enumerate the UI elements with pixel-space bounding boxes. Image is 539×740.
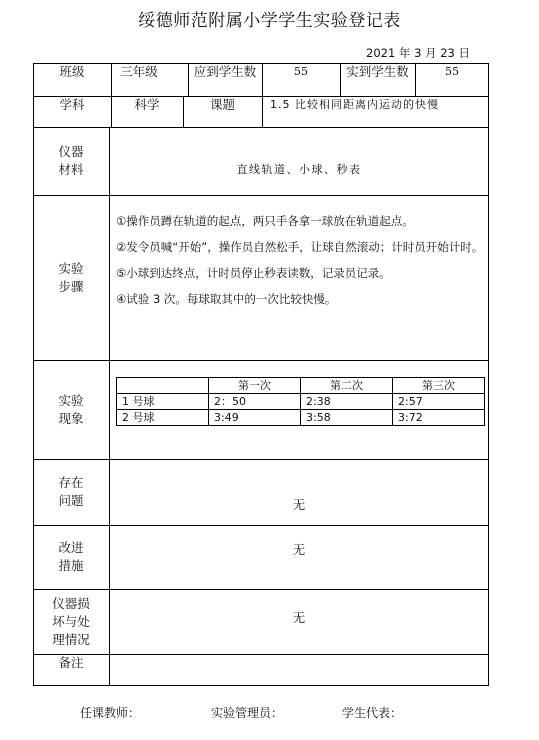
form-title: 绥德师范附属小学学生实验登记表 xyxy=(138,11,401,31)
manager-signature-label: 实验管理员： xyxy=(211,706,284,720)
damage-label-line: 理情况 xyxy=(52,631,90,647)
step-item: ④试验 3 次。每球取其中的一次比较快慢。 xyxy=(116,292,337,306)
improvements-label-line: 措施 xyxy=(58,558,84,573)
observation-cell: 3:58 xyxy=(301,410,393,426)
observation-cell: 2：50 xyxy=(209,394,301,410)
observation-header-cell: 第三次 xyxy=(393,378,485,394)
notes-label: 备注 xyxy=(58,655,84,670)
materials-label xyxy=(33,127,109,195)
observation-row xyxy=(117,410,485,426)
form-date: 2021 年 3 月 23 日 xyxy=(366,46,470,60)
observation-cell: 1 号球 xyxy=(117,394,209,410)
steps-label xyxy=(33,195,109,360)
topic-label: 课题 xyxy=(209,97,235,112)
observation-header-cell: 第一次 xyxy=(209,378,301,394)
observation-cell: 2:57 xyxy=(393,394,485,410)
problems-label-line: 问题 xyxy=(58,493,84,508)
problems-label-line: 存在 xyxy=(58,475,84,490)
steps-label-line: 步骤 xyxy=(58,278,84,294)
improvements-label-line: 改进 xyxy=(58,540,84,555)
teacher-signature-label: 任课教师： xyxy=(80,706,141,720)
subject-value: 科学 xyxy=(134,97,160,112)
damage-label-line: 坏与处 xyxy=(52,613,90,629)
actual-students-label: 实到学生数 xyxy=(346,64,409,79)
improvements-label xyxy=(33,525,109,589)
steps-list xyxy=(116,208,488,312)
notes-value xyxy=(109,654,489,686)
damage-value: 无 xyxy=(292,610,306,625)
steps-label-line: 实验 xyxy=(58,260,84,276)
damage-label xyxy=(33,589,109,654)
actual-students-value: 55 xyxy=(445,65,459,78)
observation-header-cell xyxy=(117,378,209,394)
observation-row xyxy=(117,394,485,410)
expected-students-label: 应到学生数 xyxy=(193,64,257,79)
class-label: 班级 xyxy=(59,64,85,79)
student-rep-signature-label: 学生代表： xyxy=(342,706,403,720)
expected-students-value: 55 xyxy=(294,65,308,78)
step-item: ①操作员蹲在轨道的起点，两只手各拿一球放在轨道起点。 xyxy=(116,214,414,228)
phenomena-label-line: 实验 xyxy=(58,392,84,408)
observation-cell: 2:38 xyxy=(301,394,393,410)
observation-table xyxy=(116,377,485,426)
observation-cell: 3:72 xyxy=(393,410,485,426)
subject-label: 学科 xyxy=(59,97,85,112)
step-item: ②发令员喊“开始”，操作员自然松手，让球自然滚动；计时员开始计时。 xyxy=(116,240,484,254)
improvements-value: 无 xyxy=(292,542,306,557)
damage-label-line: 仪器损 xyxy=(52,595,90,611)
problems-value: 无 xyxy=(292,497,306,512)
phenomena-label-line: 现象 xyxy=(58,410,84,426)
observation-cell: 2 号球 xyxy=(117,410,209,426)
observation-header-cell: 第二次 xyxy=(301,378,393,394)
phenomena-label xyxy=(33,360,109,459)
observation-cell: 3:49 xyxy=(209,410,301,426)
class-value: 三年级 xyxy=(120,64,158,79)
step-item: ⑤小球到达终点，计时员停止秒表读数，记录员记录。 xyxy=(116,266,391,280)
topic-value: 1.5 比较相同距离内运动的快慢 xyxy=(270,98,439,111)
problems-label xyxy=(33,459,109,525)
materials-label-line: 材料 xyxy=(58,162,84,177)
observation-header-row xyxy=(117,378,485,394)
materials-label-line: 仪器 xyxy=(58,144,84,159)
materials-value: 直线轨道、小球、秒表 xyxy=(236,162,362,176)
